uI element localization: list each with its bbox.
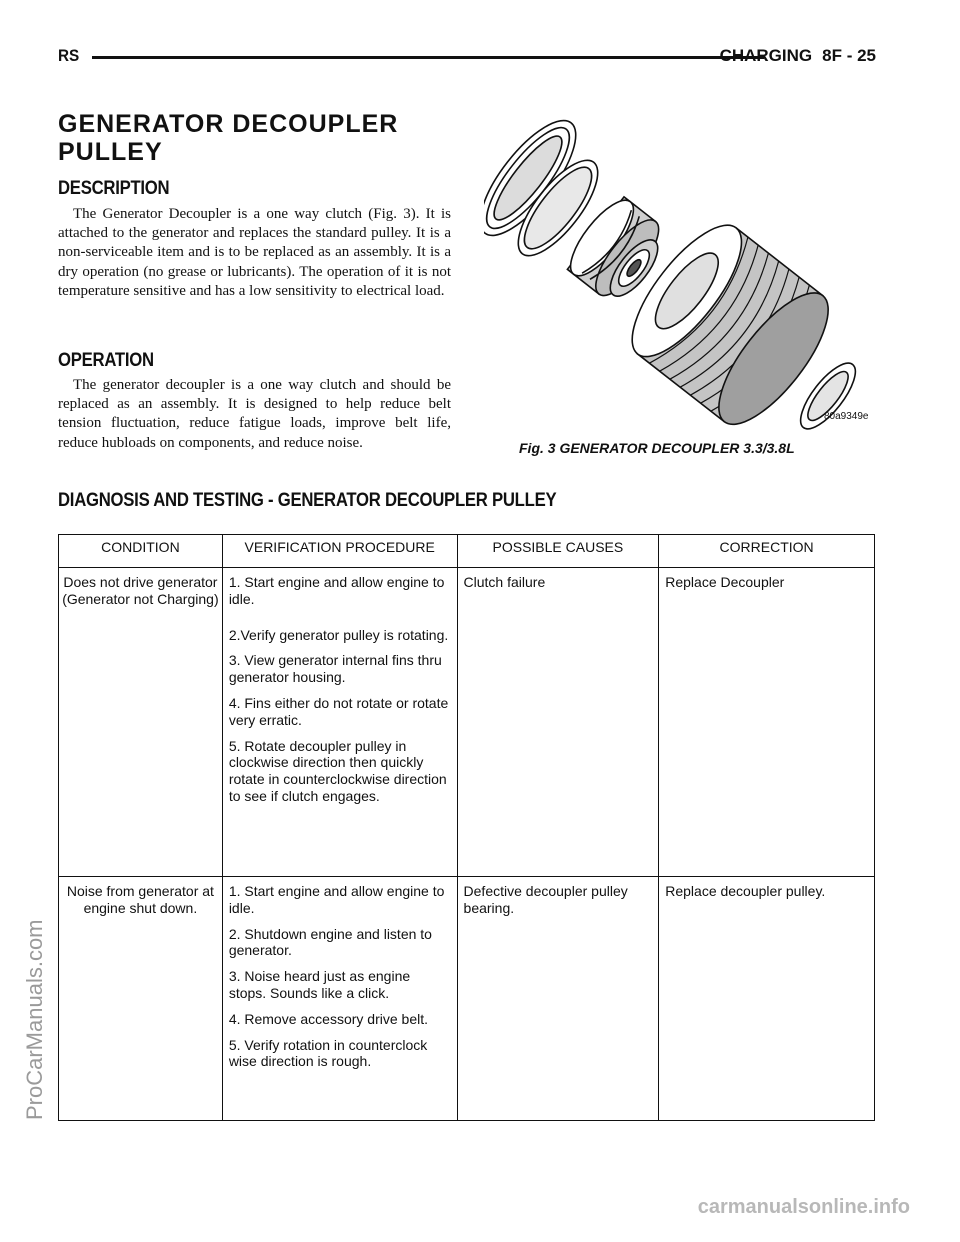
procedure-step: 5. Verify rotation in counterclock wise direction is rough. <box>228 1036 428 1070</box>
procedure-step: 4. Remove accessory drive belt. <box>228 1010 429 1027</box>
cause-cell: Clutch failure <box>457 568 659 877</box>
diagnosis-table-container <box>58 534 875 1121</box>
header-rule <box>92 56 764 59</box>
side-watermark: ProCarManuals.com <box>22 919 47 1120</box>
description-heading: DESCRIPTION <box>58 178 170 199</box>
correction-cell: Replace decoupler pulley. <box>659 877 875 1121</box>
description-text: The Generator Decoupler is a one way clutch (Fig. 3). It is attached to the generator and replaces the standard pulley. It is a non-serviceable item and is to be replaced as an assembly. It is a dry operation (no grease or lubricants). The operation of it is not temperature sensitive and has a low sensitivity to electrical load. <box>58 206 451 299</box>
header-page-number: 8F - 25 <box>822 46 876 65</box>
figure-reference-id: 80a9349e <box>824 411 869 422</box>
decoupler-exploded-view-figure <box>484 98 874 458</box>
table-row <box>59 877 875 1121</box>
procedure-step: 2.Verify generator pulley is rotating. <box>228 626 449 643</box>
page-title: GENERATOR DECOUPLER PULLEY <box>58 110 399 166</box>
header-right <box>720 46 876 66</box>
diagnosis-heading: DIAGNOSIS AND TESTING - GENERATOR DECOUPLER PULLEY <box>58 490 557 511</box>
correction-cell: Replace Decoupler <box>659 568 875 877</box>
header-model-code: RS <box>58 46 80 65</box>
column-header-condition: CONDITION <box>59 535 223 568</box>
verification-cell <box>222 568 457 877</box>
operation-heading: OPERATION <box>58 350 154 371</box>
procedure-step: 3. View generator internal fins thru generator housing. <box>228 652 442 686</box>
condition-cell: Noise from generator at engine shut down. <box>59 877 223 1121</box>
procedure-step: 3. Noise heard just as engine stops. Sounds like a click. <box>228 968 411 1001</box>
column-header-correction: CORRECTION <box>659 535 875 568</box>
procedure-step: 2. Shutdown engine and listen to generator. <box>228 925 432 959</box>
figure-caption: Fig. 3 GENERATOR DECOUPLER 3.3/3.8L <box>519 440 795 456</box>
condition-cell: Does not drive generator (Generator not Charging) <box>59 568 223 877</box>
column-header-causes: POSSIBLE CAUSES <box>457 535 659 568</box>
verification-cell <box>222 877 457 1121</box>
table-header-row <box>59 535 875 568</box>
procedure-step: 1. Start engine and allow engine to idle. <box>228 883 445 916</box>
bottom-watermark: carmanualsonline.info <box>697 1196 910 1218</box>
procedure-step: 4. Fins either do not rotate or rotate very erratic. <box>228 694 449 728</box>
diagnosis-table <box>58 534 875 1121</box>
procedure-step: 5. Rotate decoupler pulley in clockwise direction then quickly rotate in counterclockwise direction to see if clutch engages. <box>228 737 447 804</box>
header-section: CHARGING <box>719 46 813 65</box>
table-row <box>59 568 875 877</box>
page-header <box>58 44 876 68</box>
procedure-step: 1. Start engine and allow engine to idle. <box>228 574 445 607</box>
operation-text: The generator decoupler is a one way clutch and should be replaced as an assembly. It is designed to help reduce belt tension fluctuation, reduce fatigue loads, improve belt life, reduce hubloads on components, and reduce noise. <box>58 377 451 451</box>
cause-cell: Defective decoupler pulley bearing. <box>457 877 659 1121</box>
column-header-verification: VERIFICATION PROCEDURE <box>222 535 457 568</box>
